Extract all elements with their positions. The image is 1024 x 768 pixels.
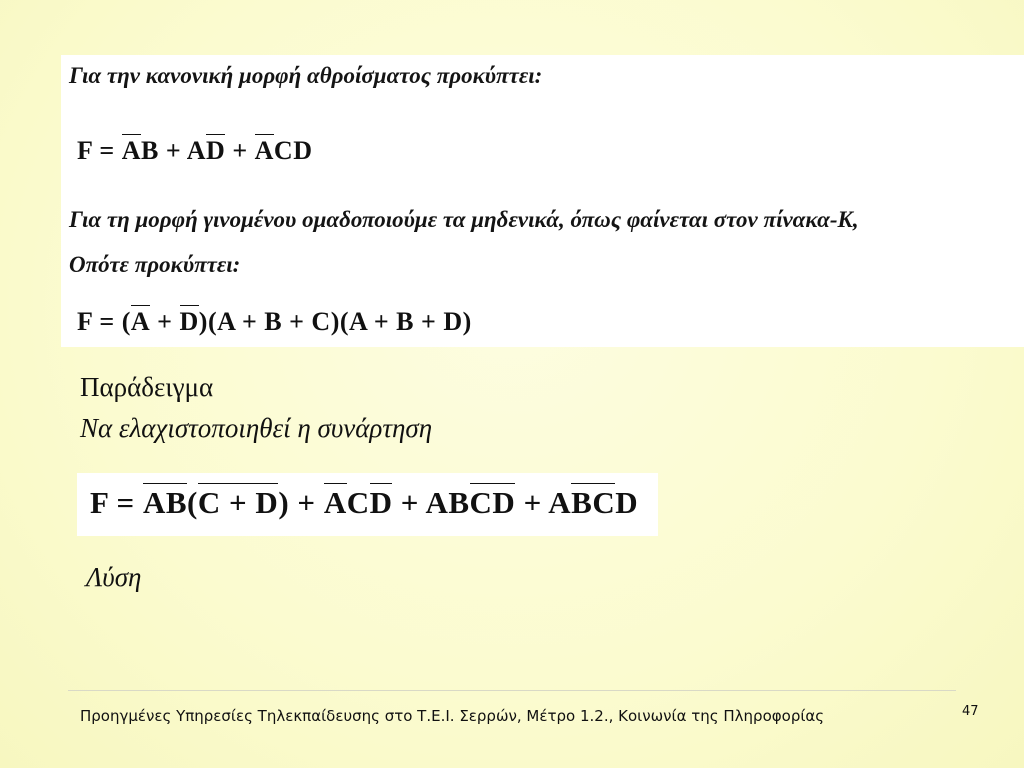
formula-term-bar: A bbox=[130, 307, 151, 336]
formula-term-bar: BC bbox=[571, 485, 616, 520]
formula-term: A bbox=[548, 485, 572, 520]
formula-term: B bbox=[141, 136, 159, 165]
formula-operator: + bbox=[515, 485, 549, 520]
formula-term-bar: AB bbox=[142, 485, 188, 520]
formula-paren: ) bbox=[278, 485, 290, 520]
formula-term: AB bbox=[425, 485, 470, 520]
formula-paren: ( bbox=[187, 485, 198, 520]
formula-term: CD bbox=[273, 136, 313, 165]
product-form-heading: Για τη μορφή γινομένου ομαδοποιούμε τα μηδενικά, όπως φαίνεται στον πίνακα-Κ, bbox=[69, 207, 859, 232]
formula-term-bar: A bbox=[323, 485, 347, 520]
footer-divider bbox=[68, 690, 956, 691]
formula-term-bar: A bbox=[121, 136, 142, 165]
formula-term-bar: A bbox=[254, 136, 274, 165]
formula-term-bar: D bbox=[179, 307, 199, 336]
formula-term: )(A + B + C)(A + B + D) bbox=[198, 307, 472, 336]
formula-operator: + bbox=[289, 485, 324, 520]
formula-operator: + bbox=[158, 136, 187, 165]
formula-term-bar: CD bbox=[469, 485, 516, 520]
example-formula bbox=[90, 483, 638, 521]
formula-operator: + bbox=[150, 307, 180, 336]
formula-term: A bbox=[186, 136, 207, 165]
formula-term-bar: D bbox=[369, 485, 393, 520]
formula-operator: + bbox=[225, 136, 255, 165]
formula-operator: + bbox=[392, 485, 426, 520]
footer-text: Προηγμένες Υπηρεσίες Τηλεκπαίδευσης στο Τ.Ε.Ι. Σερρών, Μέτρο 1.2., Κοινωνία της Πληροφορίας bbox=[80, 707, 825, 725]
formula-lhs: F = ( bbox=[77, 307, 131, 336]
formula-lhs: F = bbox=[77, 136, 122, 165]
product-form-heading-2: Οπότε προκύπτει: bbox=[69, 252, 241, 277]
example-subtitle: Να ελαχιστοποιηθεί η συνάρτηση bbox=[80, 413, 433, 443]
example-title: Παράδειγμα bbox=[80, 372, 214, 402]
page-number: 47 bbox=[962, 704, 979, 719]
sum-form-heading: Για την κανονική μορφή αθροίσματος προκύπτει: bbox=[69, 63, 543, 88]
product-form-formula bbox=[77, 305, 472, 337]
formula-term-bar: C + D bbox=[197, 485, 279, 520]
sum-form-formula bbox=[77, 134, 312, 166]
formula-term-bar: D bbox=[206, 136, 226, 165]
solution-label: Λύση bbox=[86, 562, 142, 592]
solution-panel bbox=[61, 55, 1024, 347]
formula-term: D bbox=[615, 485, 639, 520]
formula-term: C bbox=[346, 485, 370, 520]
formula-lhs: F = bbox=[90, 485, 143, 520]
